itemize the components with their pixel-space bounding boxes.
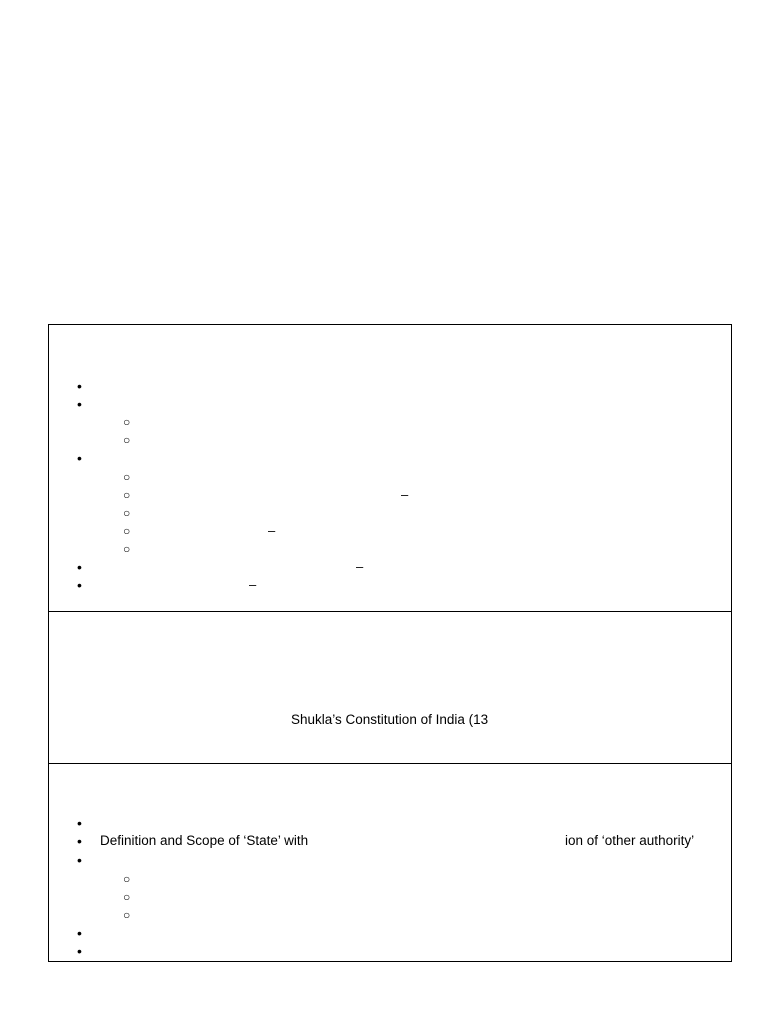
bullet-icon: • — [77, 943, 82, 959]
outline-box-2 — [48, 611, 732, 764]
book-reference-text: Shukla’s Constitution of India (13 — [291, 712, 489, 727]
bullet-icon: • — [77, 577, 82, 593]
circle-bullet-icon: ○ — [123, 415, 131, 429]
outline-box-3 — [48, 763, 732, 962]
circle-bullet-icon: ○ — [123, 488, 131, 502]
bullet-icon: • — [77, 815, 82, 831]
bullet-icon: • — [77, 396, 82, 412]
list-item-text-right: ion of ‘other authority’ — [565, 833, 695, 848]
dash-mark: – — [249, 577, 257, 592]
list-item-text-left: Definition and Scope of ‘State’ with — [100, 833, 309, 848]
outline-box-1 — [48, 324, 732, 612]
bullet-icon: • — [77, 378, 82, 394]
circle-bullet-icon: ○ — [123, 524, 131, 538]
dash-mark: – — [356, 559, 364, 574]
dash-mark: – — [401, 487, 409, 502]
bullet-icon: • — [77, 833, 82, 849]
circle-bullet-icon: ○ — [123, 506, 131, 520]
circle-bullet-icon: ○ — [123, 890, 131, 904]
circle-bullet-icon: ○ — [123, 433, 131, 447]
circle-bullet-icon: ○ — [123, 872, 131, 886]
circle-bullet-icon: ○ — [123, 908, 131, 922]
bullet-icon: • — [77, 852, 82, 868]
circle-bullet-icon: ○ — [123, 542, 131, 556]
dash-mark: – — [268, 523, 276, 538]
bullet-icon: • — [77, 450, 82, 466]
circle-bullet-icon: ○ — [123, 470, 131, 484]
list-item — [77, 832, 737, 850]
bullet-icon: • — [77, 559, 82, 575]
bullet-icon: • — [77, 925, 82, 941]
